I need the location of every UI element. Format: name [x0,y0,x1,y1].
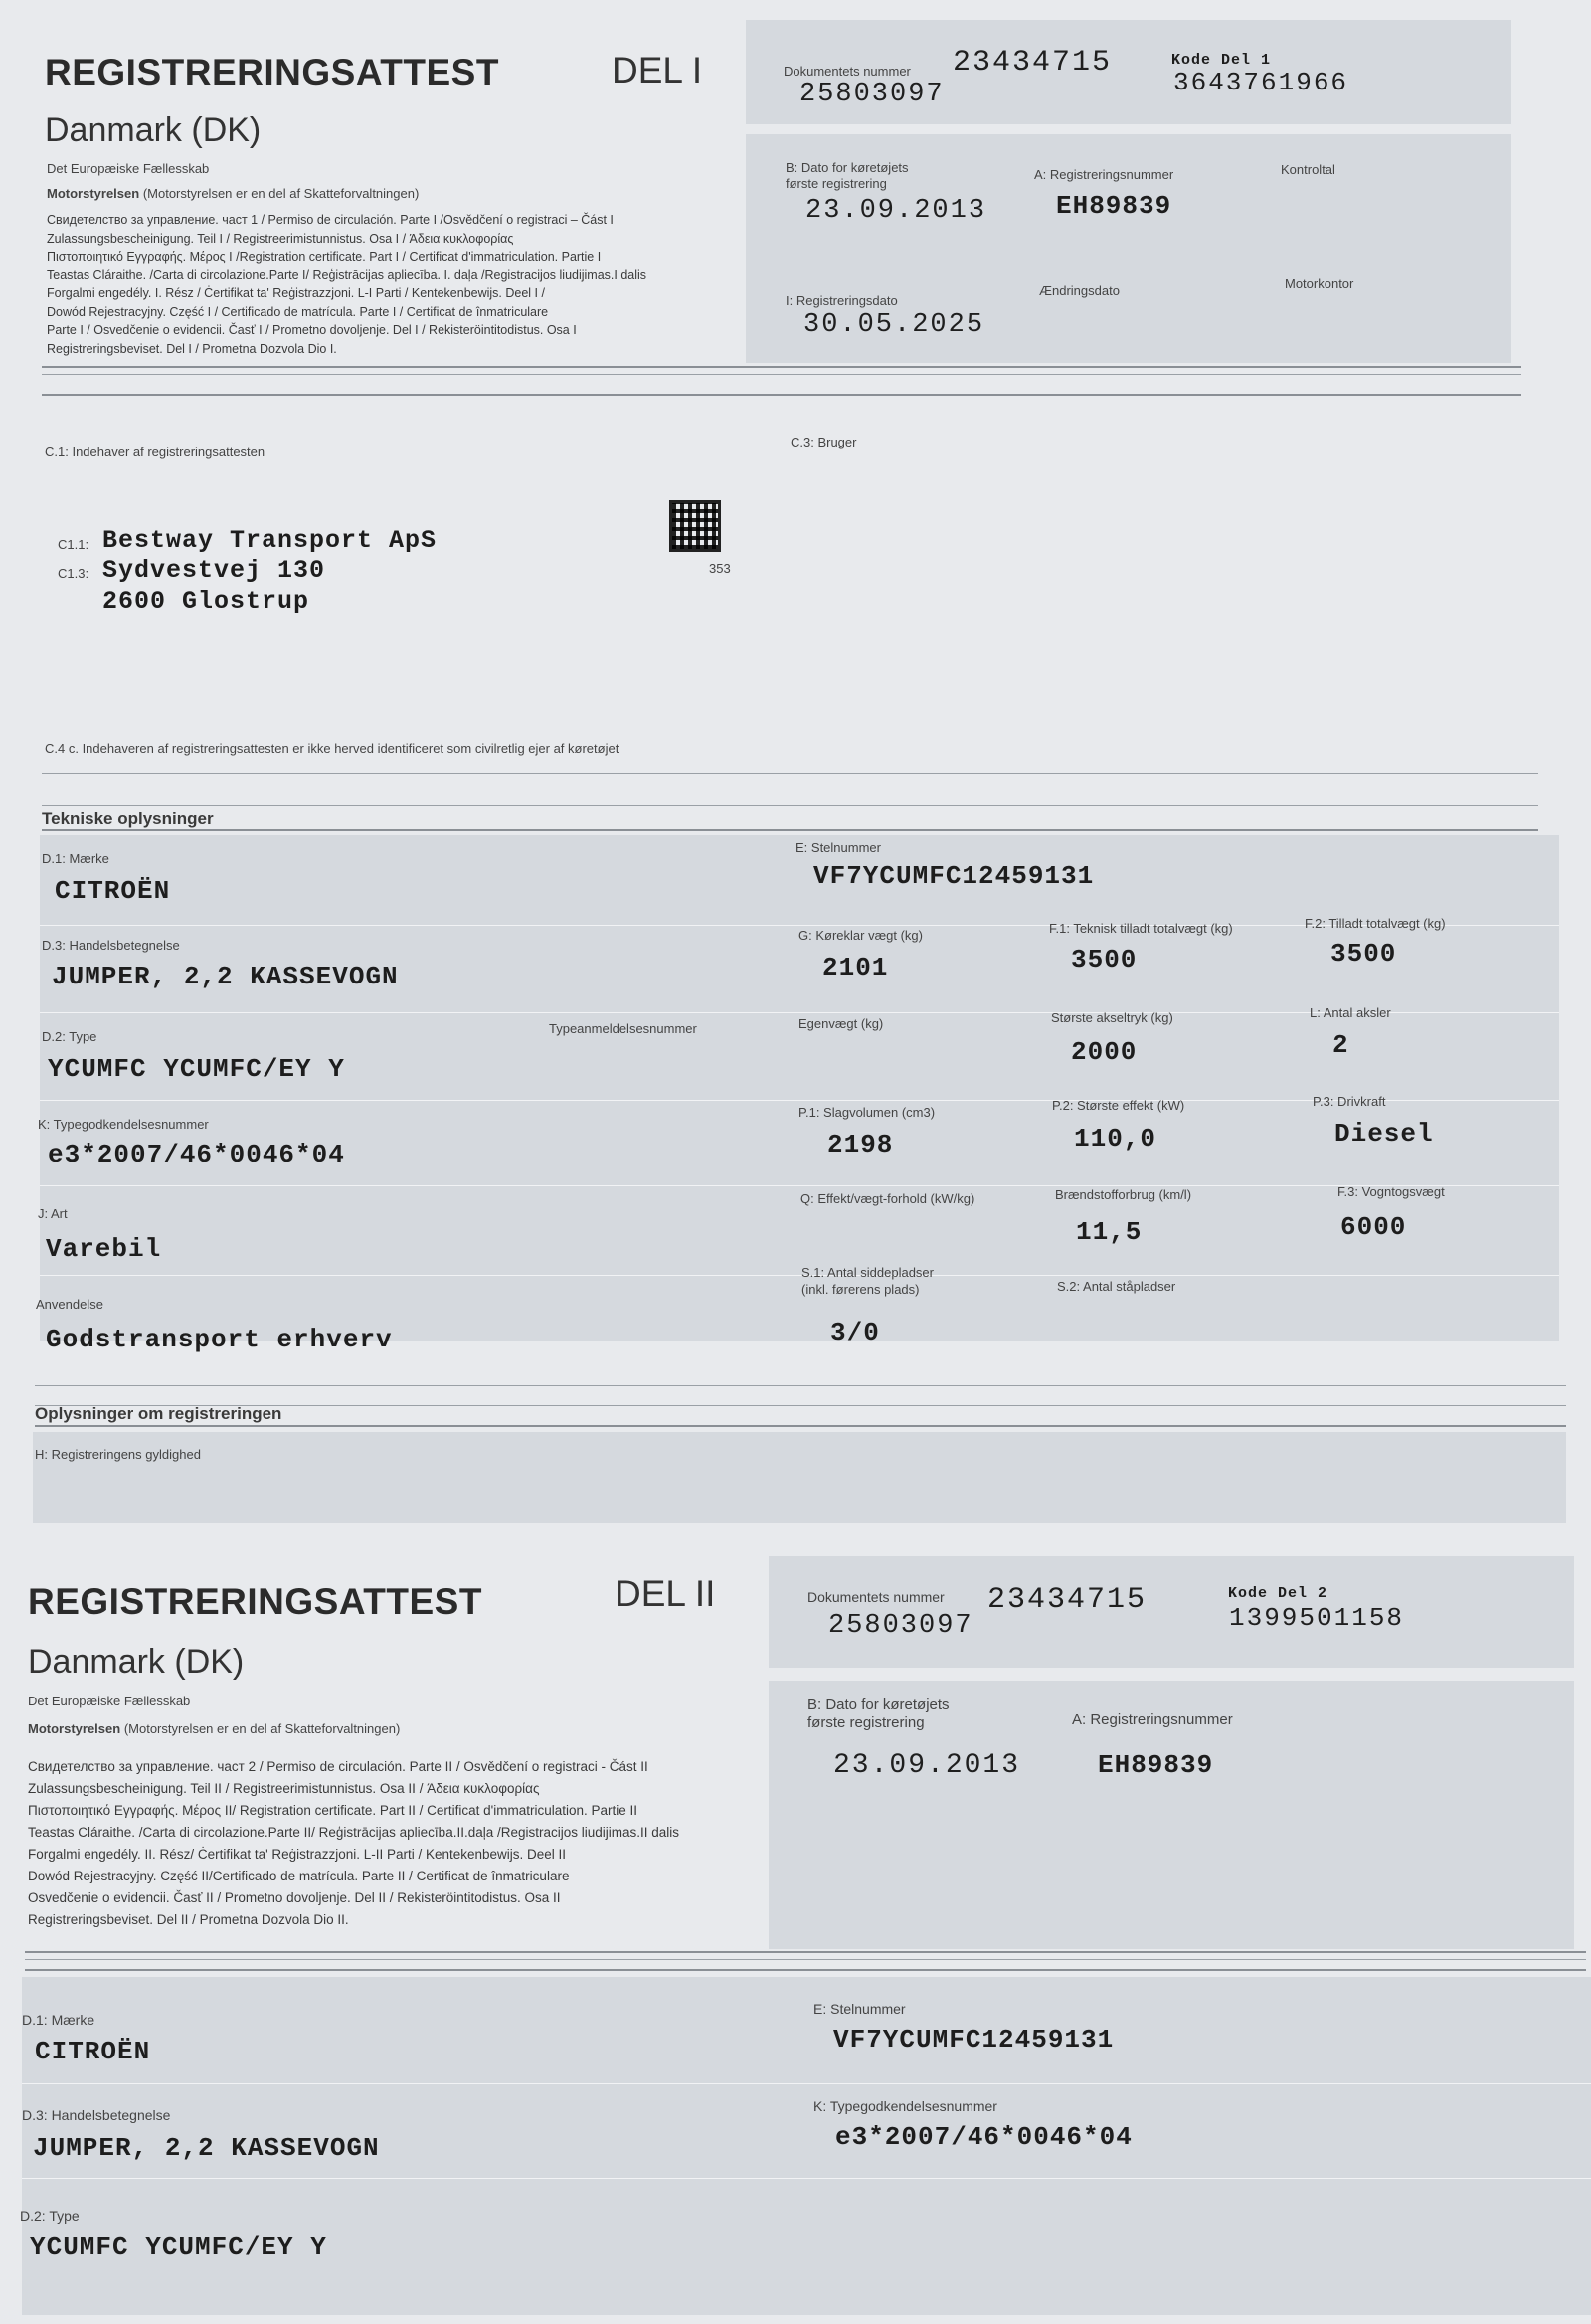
g-label: G: Køreklar vægt (kg) [798,928,923,943]
f2-value: 3500 [1330,939,1397,969]
doc-number-label-2: Dokumentets nummer [807,1589,945,1605]
j-label: J: Art [38,1206,68,1221]
fuel-label: Brændstofforbrug (km/l) [1055,1187,1192,1202]
kontroltal-label: Kontroltal [1281,162,1335,177]
divider [42,805,1538,806]
multilingual-titles-2 [28,1756,784,1931]
g-value: 2101 [822,953,889,983]
p3-label: P.3: Drivkraft [1313,1094,1386,1109]
row-sep [22,2178,1591,2179]
e-label: E: Stelnummer [796,840,881,855]
d1-label: D.1: Mærke [42,851,109,866]
ml-line: Parte I / Osvedčenie o evidencii. Časť I / Prometno dovoljenje. Del I / Rekisteröintitodistus. Osa I [47,323,577,337]
doc-number-b-2: 25803097 [828,1611,973,1641]
authority-note: (Motorstyrelsen er en del af Skatteforvaltningen) [123,1721,401,1736]
d2-label-2: D.2: Type [20,2208,80,2224]
divider [42,374,1521,375]
k-value-2: e3*2007/46*0046*04 [835,2122,1133,2152]
reg-number: EH89839 [1056,191,1172,221]
divider [25,1969,1586,1971]
ml-line: Свидетелство за управление. част 2 / Permiso de circulación. Parte II / Osvědčení o registraci - Část II [28,1759,648,1774]
e-label-2: E: Stelnummer [813,2001,906,2017]
d3-value-2: JUMPER, 2,2 KASSEVOGN [33,2133,380,2163]
e-value: VF7YCUMFC12459131 [813,861,1095,891]
kode-value: 3643761966 [1173,68,1349,97]
ml-line: Πιστοποιητικό Εγγραφής. Μέρος I /Registration certificate. Part I / Certificat d'immatriculation. Partie I [47,250,602,264]
f2-label: F.2: Tilladt totalvægt (kg) [1305,916,1446,931]
authority [47,186,419,201]
s1-label: S.1: Antal siddepladser [801,1265,934,1280]
d2-label: D.2: Type [42,1029,97,1044]
ml-line: Dowód Rejestracyjny. Część II/Certificado de matrícula. Parte II / Certificat de înmatriculare [28,1869,570,1883]
d2-value: YCUMFC YCUMFC/EY Y [48,1054,345,1084]
use-label: Anvendelse [36,1297,103,1312]
p3-value: Diesel [1334,1119,1434,1149]
row-sep [22,2083,1591,2084]
motorkontor-label: Motorkontor [1285,276,1354,291]
ml-line: Dowód Rejestracyjny. Część I / Certificado de matrícula. Parte I / Certificat de înmatriculare [47,304,549,319]
divider [42,773,1538,774]
authority-name: Motorstyrelsen [28,1721,121,1736]
d3-label: D.3: Handelsbetegnelse [42,938,180,953]
reg-number-label: A: Registreringsnummer [1034,167,1174,182]
s1-label-2: (inkl. førerens plads) [801,1282,920,1297]
divider [25,1951,1586,1953]
divider [42,366,1521,368]
eu-label: Det Europæiske Fællesskab [47,161,210,176]
authority-2 [28,1721,400,1736]
f1-value: 3500 [1071,945,1138,975]
ml-line: Osvedčenie o evidencii. Časť II / Prometno dovoljenje. Del II / Rekisteröintitodistus. Osa II [28,1890,561,1905]
typeanm-label: Typeanmeldelsesnummer [549,1021,697,1036]
use-value: Godstransport erhverv [46,1325,393,1354]
aksel-label: Største akseltryk (kg) [1051,1010,1173,1025]
ml-line: Πιστοποιητικό Εγγραφής. Μέρος II/ Registration certificate. Part II / Certificat d'immatriculation. Partie II [28,1803,638,1818]
ml-line: Forgalmi engedély. II. Rész/ Ċertifikat ta' Reġistrazzjoni. L-II Parti / Kentekenbewijs. Deel II [28,1847,567,1862]
ml-line: Zulassungsbescheinigung. Teil I / Registreerimistunnistus. Osa I / Άδεια κυκλοφορίας [47,231,514,246]
country: Danmark (DK) [45,111,262,149]
p1-label: P.1: Slagvolumen (cm3) [798,1105,936,1120]
ml-line: Свидетелство за управление. част 1 / Permiso de circulación. Parte I /Osvědčení o registraci – Část I [47,213,614,227]
c13-label: C1.3: [58,566,89,581]
qr-code-icon [669,500,721,552]
p2-label: P.2: Største effekt (kW) [1052,1098,1185,1113]
holder-label: C.1: Indehaver af registreringsattesten [45,445,265,459]
doc-number-a-2: 23434715 [987,1583,1148,1617]
k-label: K: Typegodkendelsesnummer [38,1117,209,1132]
p2-value: 110,0 [1074,1124,1157,1154]
authority-name: Motorstyrelsen [47,186,140,201]
d1-label-2: D.1: Mærke [22,2012,95,2028]
first-reg-date: 23.09.2013 [805,196,987,226]
j-value: Varebil [46,1234,162,1264]
s2-label: S.2: Antal ståpladser [1057,1279,1176,1294]
kode-label: Kode Del 1 [1171,52,1272,69]
holder-city: 2600 Glostrup [102,587,310,616]
c11-label: C1.1: [58,537,89,552]
reg-date: 30.05.2025 [803,310,985,340]
doc-number-label: Dokumentets nummer [784,64,911,79]
ml-line: Registreringsbeviset. Del II / Prometna Dozvola Dio II. [28,1912,349,1927]
divider [42,829,1538,831]
s1-value: 3/0 [830,1318,880,1347]
validity-box [33,1432,1566,1523]
first-reg-label-2: første registrering [786,176,887,191]
fuel-value: 11,5 [1076,1217,1143,1247]
f1-label: F.1: Teknisk tilladt totalvægt (kg) [1049,921,1233,936]
l-value: 2 [1332,1030,1349,1060]
first-reg-label-b2: første registrering [807,1714,925,1731]
country-2: Danmark (DK) [28,1643,245,1681]
kode-label-2: Kode Del 2 [1228,1585,1328,1602]
part-label-2: DEL II [615,1573,716,1614]
doc-number-a: 23434715 [953,46,1113,80]
ml-line: Teastas Cláraithe. /Carta di circolazione.Parte I/ Reģistrācijas apliecība. I. daļa /Registracijos liudijimas.I dalis [47,268,647,282]
e-value-2: VF7YCUMFC12459131 [833,2025,1115,2055]
ml-line: Teastas Cláraithe. /Carta di circolazione.Parte II/ Reģistrācijas apliecība.II.daļa /Registracijos liudijimas.II dalis [28,1825,680,1840]
row-sep [40,1275,1559,1276]
tech-section-title: Tekniske oplysninger [42,809,214,828]
divider [35,1385,1566,1386]
f3-label: F.3: Vogntogsvægt [1337,1184,1445,1199]
divider [42,394,1521,396]
d3-value: JUMPER, 2,2 KASSEVOGN [52,962,399,991]
aksel-value: 2000 [1071,1037,1138,1067]
ml-line: Registreringsbeviset. Del I / Prometna Dozvola Dio I. [47,341,337,356]
authority-note: (Motorstyrelsen er en del af Skatteforvaltningen) [142,186,420,201]
tech-grid-bg [40,835,1559,1341]
f3-value: 6000 [1340,1212,1407,1242]
ml-line: Forgalmi engedély. I. Rész / Ċertifikat ta' Reġistrazzjoni. L-I Parti / Kentekenbewijs. Deel I / [47,286,545,300]
reg-number-label-2: A: Registreringsnummer [1072,1711,1233,1728]
d3-label-2: D.3: Handelsbetegnelse [22,2107,171,2123]
d2-value-2: YCUMFC YCUMFC/EY Y [30,2233,327,2262]
certificate-title: REGISTRERINGSATTEST [45,52,499,92]
first-reg-date-2: 23.09.2013 [833,1750,1021,1781]
d1-value: CITROËN [55,876,171,906]
reg-number-2: EH89839 [1098,1750,1214,1780]
multilingual-titles [47,211,773,358]
egen-label: Egenvægt (kg) [798,1016,884,1031]
part-label: DEL I [612,50,703,90]
certificate-title-2: REGISTRERINGSATTEST [28,1581,482,1622]
validity-label: H: Registreringens gyldighed [35,1447,201,1462]
first-reg-label: B: Dato for køretøjets [786,160,909,175]
eu-label-2: Det Europæiske Fællesskab [28,1694,191,1708]
l-label: L: Antal aksler [1310,1005,1391,1020]
c4-note: C.4 c. Indehaveren af registreringsattesten er ikke herved identificeret som civilretlig ejer af køretøjet [45,741,619,756]
divider [25,1959,1586,1960]
holder-name: Bestway Transport ApS [102,526,438,555]
ml-line: Zulassungsbescheinigung. Teil II / Registreerimistunnistus. Osa II / Άδεια κυκλοφορίας [28,1781,540,1796]
k-value: e3*2007/46*0046*04 [48,1140,345,1169]
q-label: Q: Effekt/vægt-forhold (kW/kg) [800,1191,975,1206]
d1-value-2: CITROËN [35,2037,151,2066]
holder-street: Sydvestvej 130 [102,556,326,585]
k-label-2: K: Typegodkendelsesnummer [813,2098,997,2114]
p1-value: 2198 [827,1130,894,1160]
change-date-label: Ændringsdato [1039,283,1120,298]
user-label: C.3: Bruger [791,435,857,449]
reg-date-label: I: Registreringsdato [786,293,898,308]
reg-section-title: Oplysninger om registreringen [35,1404,282,1423]
doc-number-b: 25803097 [799,80,945,109]
qr-number: 353 [709,561,731,576]
divider [35,1425,1566,1427]
first-reg-label-b: B: Dato for køretøjets [807,1697,950,1713]
row-sep [40,1185,1559,1186]
kode-value-2: 1399501158 [1229,1603,1405,1633]
